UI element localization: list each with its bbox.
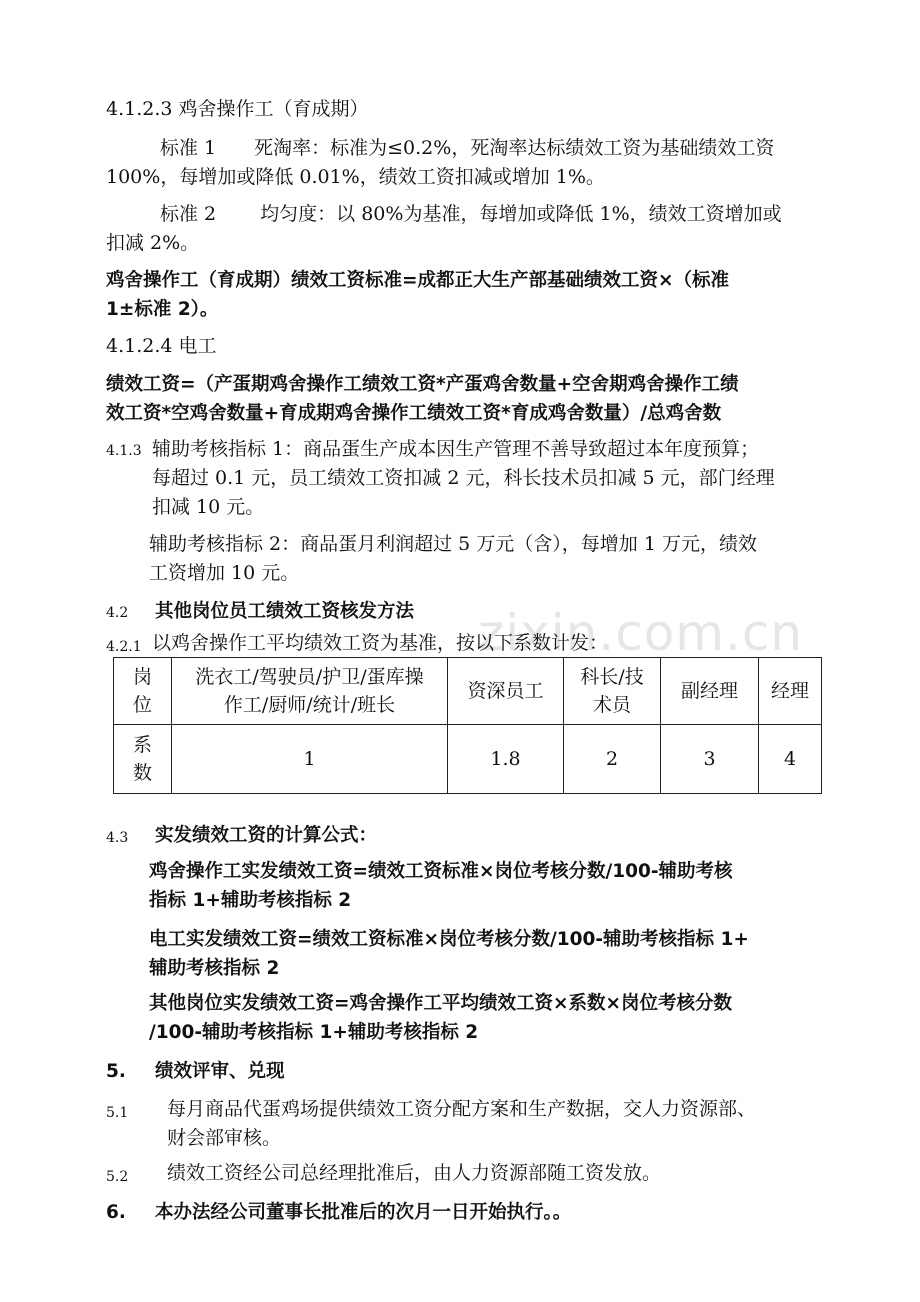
table-header-row xyxy=(114,658,822,725)
header-cell-manager: 经理 xyxy=(759,658,822,725)
formula-1-line-2: 指标 1+辅助考核指标 2 xyxy=(149,890,352,911)
standard-2-line-1: 标准 2 均匀度：以 80%为基准，每增加或降低 1%，绩效工资增加或 xyxy=(160,203,782,225)
section-number-5-1: 5.1 xyxy=(106,1105,129,1121)
electrician-formula-line-1: 绩效工资=（产蛋期鸡舍操作工绩效工资*产蛋鸡舍数量+空舍期鸡舍操作工绩 xyxy=(106,374,739,395)
row-label-coefficient: 系 数 xyxy=(114,725,172,794)
brooding-formula-line-2: 1±标准 2）。 xyxy=(106,299,219,320)
table-row-coefficient xyxy=(114,725,822,794)
section-number-6: 6. xyxy=(106,1202,126,1223)
section-number-5: 5. xyxy=(106,1061,126,1082)
coefficient-value: 4 xyxy=(759,725,822,794)
section-5-1-line-1: 每月商品代蛋鸡场提供绩效工资分配方案和生产数据，交人力资源部、 xyxy=(167,1098,757,1120)
standard-1-line-1: 标准 1 死淘率：标准为≤0.2%，死淘率达标绩效工资为基础绩效工资 xyxy=(160,137,775,159)
aux-indicator-2-line-2: 工资增加 10 元。 xyxy=(149,562,300,584)
section-title-4-2: 其他岗位员工绩效工资核发方法 xyxy=(155,601,415,622)
section-text-4-2-1: 以鸡舍操作工平均绩效工资为基准，按以下系数计发： xyxy=(152,632,609,654)
aux-indicator-1-line-1: 辅助考核指标 1：商品蛋生产成本因生产管理不善导致超过本年度预算； xyxy=(152,438,760,460)
coefficient-value: 1.8 xyxy=(448,725,564,794)
formula-3-line-2: /100-辅助考核指标 1+辅助考核指标 2 xyxy=(149,1022,479,1043)
section-title-5: 绩效评审、兑现 xyxy=(155,1061,285,1082)
section-number-4-1-3: 4.1.3 xyxy=(106,443,142,459)
watermark: zixin.com.cn xyxy=(478,604,804,662)
section-title-4-3: 实发绩效工资的计算公式： xyxy=(155,825,378,846)
header-cell-position: 岗 位 xyxy=(114,658,172,725)
coefficient-table xyxy=(113,657,822,794)
coefficient-value: 2 xyxy=(564,725,661,794)
coefficient-value: 3 xyxy=(661,725,759,794)
formula-2-line-1: 电工实发绩效工资=绩效工资标准×岗位考核分数/100-辅助考核指标 1+ xyxy=(149,929,749,950)
heading-4-1-2-4: 4.1.2.4 电工 xyxy=(106,335,217,357)
section-5-1-line-2: 财会部审核。 xyxy=(167,1127,282,1149)
section-5-2-text: 绩效工资经公司总经理批准后，由人力资源部随工资发放。 xyxy=(167,1162,662,1184)
formula-2-line-2: 辅助考核指标 2 xyxy=(149,958,280,979)
section-number-4-2: 4.2 xyxy=(106,605,129,621)
brooding-formula-line-1: 鸡舍操作工（育成期）绩效工资标准=成都正大生产部基础绩效工资×（标准 xyxy=(106,270,730,291)
formula-1-line-1: 鸡舍操作工实发绩效工资=绩效工资标准×岗位考核分数/100-辅助考核 xyxy=(149,861,733,882)
header-cell-general-staff: 洗衣工/驾驶员/护卫/蛋库操 作工/厨师/统计/班长 xyxy=(172,658,448,725)
section-number-4-3: 4.3 xyxy=(106,830,129,846)
aux-indicator-2-line-1: 辅助考核指标 2：商品蛋月利润超过 5 万元（含），每增加 1 万元，绩效 xyxy=(149,533,757,555)
header-cell-deputy-manager: 副经理 xyxy=(661,658,759,725)
standard-2-line-2: 扣减 2%。 xyxy=(106,232,200,254)
aux-indicator-1-line-2: 每超过 0.1 元，员工绩效工资扣减 2 元，科长技术员扣减 5 元，部门经理 xyxy=(152,467,775,489)
section-number-4-2-1: 4.2.1 xyxy=(106,639,142,655)
header-cell-section-chief: 科长/技 术员 xyxy=(564,658,661,725)
coefficient-value: 1 xyxy=(172,725,448,794)
section-6-text: 本办法经公司董事长批准后的次月一日开始执行。。 xyxy=(155,1202,572,1223)
heading-4-1-2-3: 4.1.2.3 鸡舍操作工（育成期） xyxy=(106,98,369,120)
standard-1-line-2: 100%，每增加或降低 0.01%，绩效工资扣减或增加 1%。 xyxy=(106,166,605,188)
aux-indicator-1-line-3: 扣减 10 元。 xyxy=(152,496,265,518)
electrician-formula-line-2: 效工资*空鸡舍数量+育成期鸡舍操作工绩效工资*育成鸡舍数量）/总鸡舍数 xyxy=(106,403,722,424)
section-number-5-2: 5.2 xyxy=(106,1169,129,1185)
header-cell-senior-staff: 资深员工 xyxy=(448,658,564,725)
formula-3-line-1: 其他岗位实发绩效工资=鸡舍操作工平均绩效工资×系数×岗位考核分数 xyxy=(149,993,733,1014)
